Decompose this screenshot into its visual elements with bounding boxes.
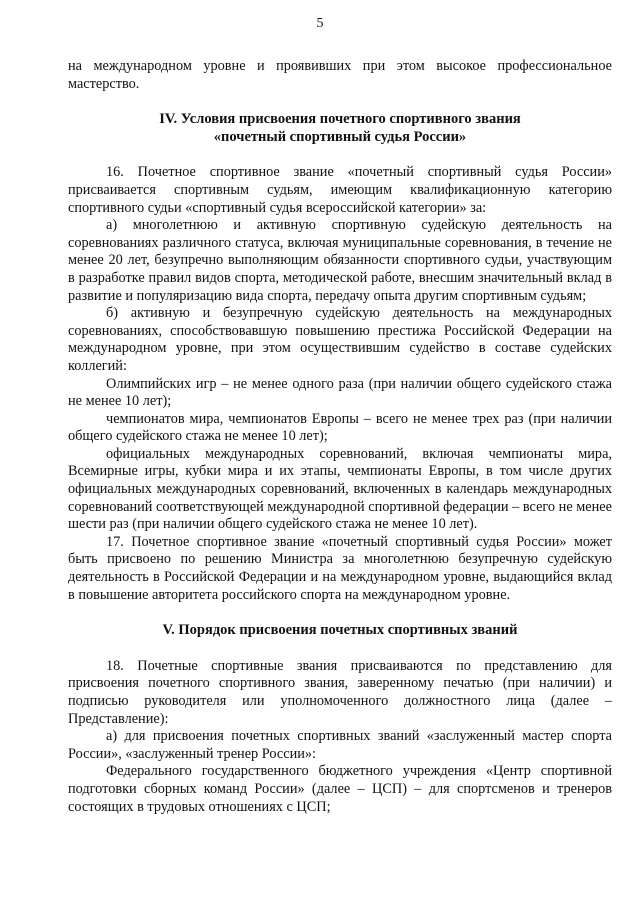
paragraph-world-european-championships: чемпионатов мира, чемпионатов Европы – всего не менее трех раз (при наличии общего судейского стажа не менее 10 лет); [68, 410, 612, 445]
section-iv-title-line1: IV. Условия присвоения почетного спортивного звания [159, 111, 521, 128]
section-v [68, 622, 612, 816]
page-number: 5 [316, 16, 324, 31]
section-v-title: V. Порядок присвоения почетных спортивных званий [162, 622, 518, 639]
section-iv-title [68, 111, 612, 146]
paragraph-csp: Федерального государственного бюджетного учреждения «Центр спортивной подготовки сборных команд России» (далее – ЦСП) – для спортсменов и тренеров состоящих в трудовых отношениях с ЦСП; [68, 763, 612, 815]
paragraph-16a: а) многолетнюю и активную спортивную судейскую деятельность на соревнованиях различного статуса, включая муниципальные соревнования, в течение не менее 20 лет, безупречно выполняющим обязанности спортивного судьи, участвующим в разработке правил видов спорта, методической работе, внесшим значительный вклад в развитие и популяризацию вида спорта, передачу опыта другим спортивным судьям; [68, 217, 612, 304]
paragraph-official-international-competitions: официальных международных соревнований, включая чемпионаты мира, Всемирные игры, кубки мира и их этапы, чемпионаты Европы, в том числе других официальных международных соревнований, включенных в календарь международных соревнований соответствующей международной спортивной федерации – всего не менее шести раз (при наличии общего судейского стажа не менее 10 лет). [68, 445, 612, 533]
paragraph-16: 16. Почетное спортивное звание «почетный спортивный судья России» присваивается спортивным судьям, имеющим квалификационную категорию спортивного судьи «спортивный судья всероссийской категории» за: [68, 164, 612, 216]
paragraph-17: 17. Почетное спортивное звание «почетный спортивный судья России» может быть присвоено по решению Министра за многолетнюю безупречную судейскую деятельность в Российской Федерации и на международном уровне, выдающийся вклад в повышение авторитета российского спорта на международном уровне. [68, 533, 612, 603]
paragraph-18a: а) для присвоения почетных спортивных званий «заслуженный мастер спорта России», «заслуженный тренер России»: [68, 728, 612, 762]
document-body [68, 58, 612, 816]
paragraph-16b: б) активную и безупречную судейскую деятельность на международных соревнованиях, способствовавшую повышению престижа Российской Федерации на международном уровне, при этом осуществившим судейство в составе судейских коллегий: [68, 305, 612, 374]
intro-paragraph: на международном уровне и проявивших при этом высокое профессиональное мастерство. [68, 58, 612, 92]
section-iv-title-line2: «почетный спортивный судья России» [213, 128, 467, 145]
paragraph-olympic-games: Олимпийских игр – не менее одного раза (при наличии общего судейского стажа не менее 10 лет); [68, 375, 612, 410]
paragraph-18: 18. Почетные спортивные звания присваиваются по представлению для присвоения почетного спортивного звания, заверенному печатью (при наличии) и подписью руководителя или уполномоченного должностного лица (далее – Представление): [68, 657, 612, 727]
section-iv [68, 111, 612, 604]
